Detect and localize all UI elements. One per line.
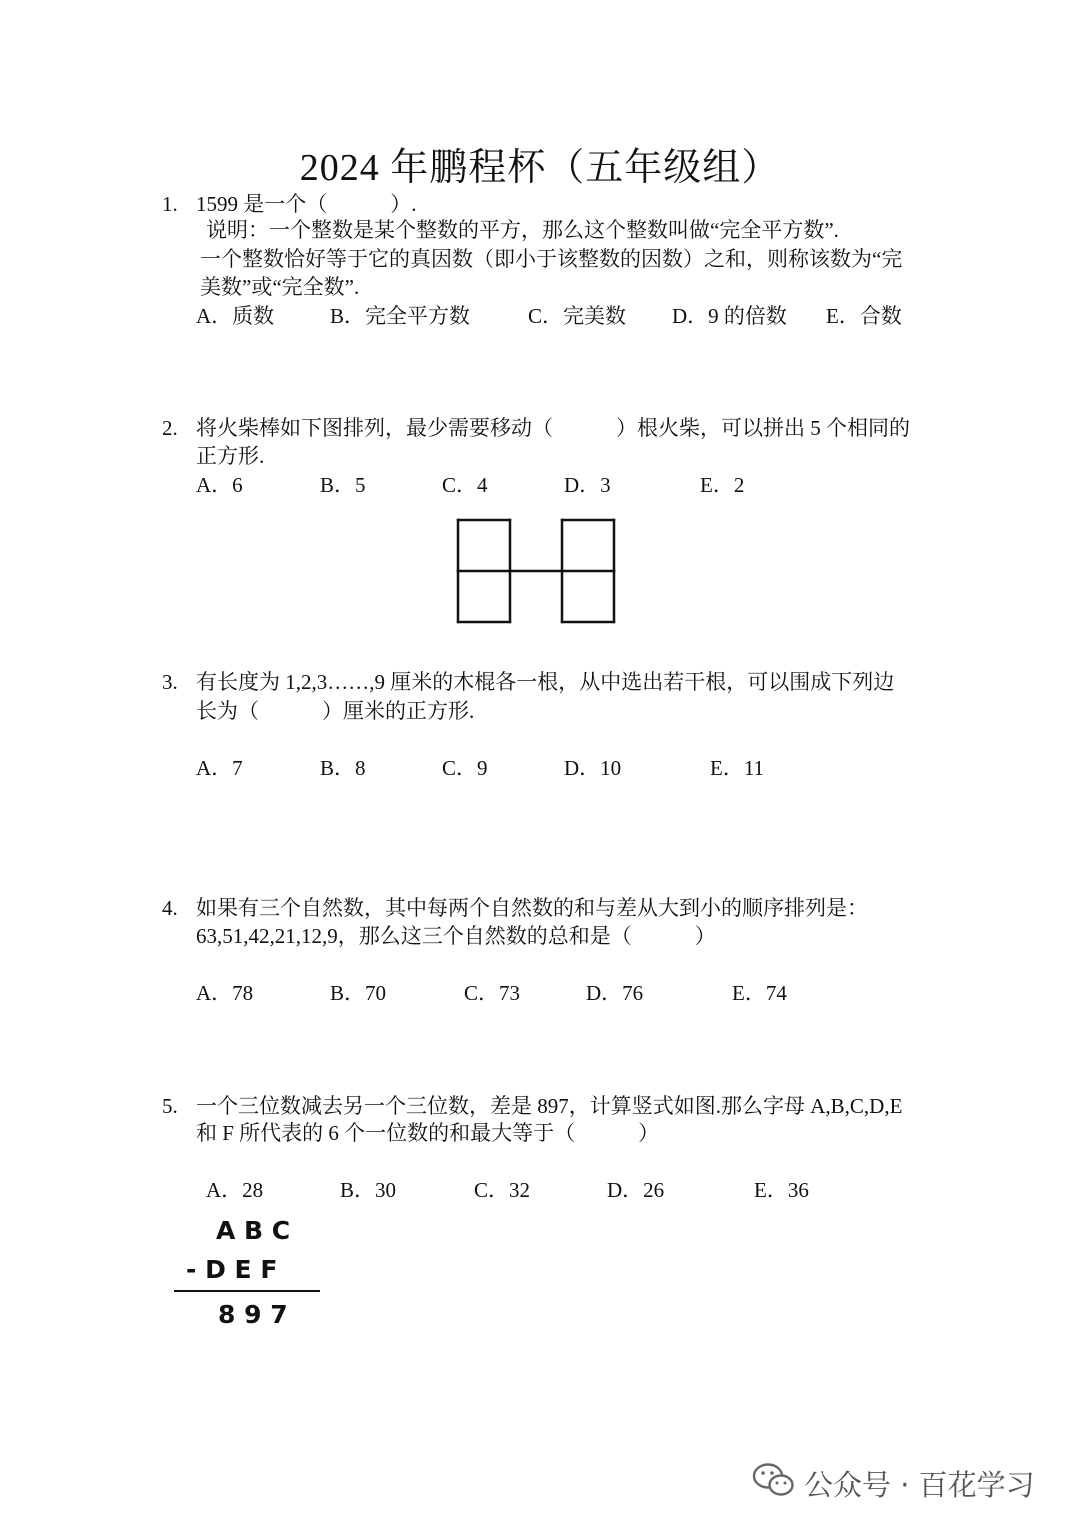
option-a: A．28 (206, 1178, 264, 1202)
option-e: E．2 (700, 473, 745, 497)
option-d: D．3 (564, 473, 611, 497)
question-text: 一个三位数减去另一个三位数，差是 897，计算竖式如图.那么字母 A,B,C,D,E (196, 1094, 903, 1118)
question-number: 5. (162, 1094, 178, 1118)
option-e: E．74 (732, 981, 787, 1005)
option-d: D．10 (564, 756, 622, 780)
option-c: C．4 (442, 473, 488, 497)
question-text: 有长度为 1,2,3……,9 厘米的木棍各一根，从中选出若干根，可以围成下列边 (196, 670, 895, 694)
option-b: B．30 (340, 1178, 397, 1202)
wechat-icon (752, 1461, 796, 1499)
option-d: D．9 的倍数 (672, 304, 787, 328)
option-a: A．6 (196, 473, 243, 497)
option-b: B．完全平方数 (330, 304, 471, 328)
question-number: 2. (162, 416, 178, 440)
option-c: C．32 (474, 1178, 531, 1202)
option-c: C．73 (464, 981, 521, 1005)
option-b: B．8 (320, 756, 366, 780)
option-e: E．36 (754, 1178, 809, 1202)
option-b: B．70 (330, 981, 387, 1005)
option-a: A．7 (196, 756, 243, 780)
sum-rule (174, 1290, 320, 1292)
question-text: 如果有三个自然数，其中每两个自然数的和与差从大到小的顺序排列是： (196, 896, 868, 920)
question-text: 和 F 所代表的 6 个一位数的和最大等于（ ） (196, 1121, 660, 1145)
watermark-text: 公众号 · 百花学习 (804, 1468, 1035, 1502)
question-number: 3. (162, 670, 178, 694)
question-text: 63,51,42,21,12,9，那么这三个自然数的总和是（ ） (196, 924, 716, 948)
question-text: 正方形. (196, 444, 265, 468)
option-a: A．78 (196, 981, 254, 1005)
matchstick-figure (450, 512, 622, 630)
question-number: 1. (162, 192, 178, 216)
minuend-row: A B C (216, 1216, 291, 1245)
option-d: D．76 (586, 981, 644, 1005)
question-number: 4. (162, 896, 178, 920)
subtrahend-row: - D E F (186, 1255, 278, 1284)
question-text: 长为（ ）厘米的正方形. (196, 699, 475, 723)
page-title: 2024 年鹏程杯（五年级组） (299, 147, 781, 189)
question-text: 美数”或“完全数”. (200, 275, 360, 299)
option-b: B．5 (320, 473, 366, 497)
question-text: 1599 是一个（ ）. (196, 192, 417, 216)
option-c: C．完美数 (528, 304, 627, 328)
difference-row: 8 9 7 (218, 1300, 288, 1329)
question-text: 将火柴棒如下图排列，最少需要移动（ ）根火柴，可以拼出 5 个相同的 (196, 416, 910, 440)
option-e: E．合数 (826, 304, 902, 328)
option-e: E．11 (710, 756, 765, 780)
option-c: C．9 (442, 756, 488, 780)
option-d: D．26 (607, 1178, 665, 1202)
option-a: A．质数 (196, 304, 275, 328)
question-text: 说明：一个整数是某个整数的平方，那么这个整数叫做“完全平方数”. (206, 218, 839, 242)
question-text: 一个整数恰好等于它的真因数（即小于该整数的因数）之和，则称该数为“完 (200, 247, 903, 271)
